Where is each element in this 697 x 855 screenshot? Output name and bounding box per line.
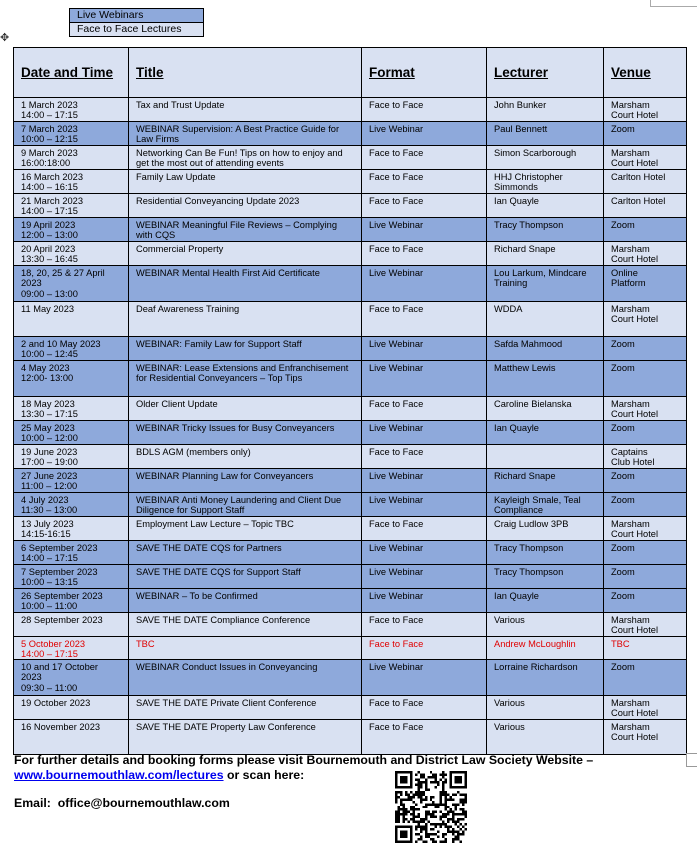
cell-format: Live Webinar	[362, 468, 487, 492]
cell-lecturer: Simon Scarborough	[487, 146, 604, 170]
cell-date: 4 May 2023 12:00- 13:00	[14, 361, 129, 397]
cell-format: Live Webinar	[362, 266, 487, 302]
cell-title: Commercial Property	[129, 242, 362, 266]
cell-format: Live Webinar	[362, 421, 487, 445]
cell-title: WEBINAR Mental Health First Aid Certificate	[129, 266, 362, 302]
cell-venue: Zoom	[604, 492, 687, 516]
cell-title: TBC	[129, 636, 362, 660]
cell-lecturer: Craig Ludlow 3PB	[487, 516, 604, 540]
cell-title: BDLS AGM (members only)	[129, 444, 362, 468]
cell-date: 10 and 17 October 2023 09:30 – 11:00	[14, 660, 129, 696]
footer-info	[14, 753, 634, 783]
table-row	[14, 170, 687, 194]
cell-format: Face to Face	[362, 242, 487, 266]
cell-date: 19 October 2023	[14, 696, 129, 720]
cell-venue: Marsham Court Hotel	[604, 720, 687, 755]
cell-date: 25 May 2023 10:00 – 12:00	[14, 421, 129, 445]
cell-title: SAVE THE DATE Private Client Conference	[129, 696, 362, 720]
cell-venue: Marsham Court Hotel	[604, 98, 687, 122]
table-row	[14, 98, 687, 122]
header-row	[14, 48, 687, 98]
format-legend	[69, 8, 204, 37]
cell-title: WEBINAR Meaningful File Reviews – Complying with CQS	[129, 218, 362, 242]
cell-title: Deaf Awareness Training	[129, 302, 362, 337]
table-row	[14, 194, 687, 218]
table-row	[14, 696, 687, 720]
table-row	[14, 540, 687, 564]
cell-venue: Marsham Court Hotel	[604, 242, 687, 266]
cell-title: Networking Can Be Fun! Tips on how to enjoy and get the most out of attending events	[129, 146, 362, 170]
cell-lecturer: Lou Larkum, Mindcare Training	[487, 266, 604, 302]
table-row	[14, 421, 687, 445]
cell-format: Live Webinar	[362, 564, 487, 588]
table-row	[14, 516, 687, 540]
cell-venue: Zoom	[604, 564, 687, 588]
cell-venue: Zoom	[604, 361, 687, 397]
table-row	[14, 361, 687, 397]
cell-lecturer: Paul Bennett	[487, 122, 604, 146]
table-row	[14, 218, 687, 242]
schedule-body	[14, 98, 687, 755]
cell-date: 19 June 2023 17:00 – 19:00	[14, 444, 129, 468]
table-row	[14, 564, 687, 588]
table-row	[14, 242, 687, 266]
cell-date: 18, 20, 25 & 27 April 2023 09:00 – 13:00	[14, 266, 129, 302]
cell-lecturer: Ian Quayle	[487, 421, 604, 445]
cell-venue: Zoom	[604, 660, 687, 696]
cell-venue: Marsham Court Hotel	[604, 516, 687, 540]
cell-lecturer: Safda Mahmood	[487, 337, 604, 361]
col-header-format: Format	[362, 48, 487, 98]
table-row	[14, 302, 687, 337]
cell-format: Live Webinar	[362, 218, 487, 242]
cell-title: WEBINAR Anti Money Laundering and Client Due Diligence for Support Staff	[129, 492, 362, 516]
cell-lecturer: HHJ Christopher Simmonds	[487, 170, 604, 194]
cell-venue: Captains Club Hotel	[604, 444, 687, 468]
cell-format: Face to Face	[362, 612, 487, 636]
cell-lecturer: WDDA	[487, 302, 604, 337]
cell-venue: Zoom	[604, 421, 687, 445]
cell-format: Live Webinar	[362, 540, 487, 564]
cell-venue: Carlton Hotel	[604, 170, 687, 194]
table-move-handle-icon[interactable]: ✥	[0, 32, 10, 44]
table-row	[14, 588, 687, 612]
cell-title: SAVE THE DATE Property Law Conference	[129, 720, 362, 755]
cell-venue: Zoom	[604, 540, 687, 564]
footer-line2	[14, 768, 634, 783]
cell-date: 7 September 2023 10:00 – 13:15	[14, 564, 129, 588]
cell-date: 20 April 2023 13:30 – 16:45	[14, 242, 129, 266]
cell-lecturer: Ian Quayle	[487, 588, 604, 612]
cell-venue: Zoom	[604, 588, 687, 612]
table-row	[14, 636, 687, 660]
cell-date: 16 November 2023	[14, 720, 129, 755]
email-address[interactable]: office@bournemouthlaw.com	[57, 796, 230, 810]
cell-lecturer: John Bunker	[487, 98, 604, 122]
cell-date: 27 June 2023 11:00 – 12:00	[14, 468, 129, 492]
cell-format: Face to Face	[362, 302, 487, 337]
legend-live: Live Webinars	[70, 9, 203, 22]
cell-format: Face to Face	[362, 720, 487, 755]
cell-lecturer: Lorraine Richardson	[487, 660, 604, 696]
cell-format: Face to Face	[362, 146, 487, 170]
cell-title: SAVE THE DATE Compliance Conference	[129, 612, 362, 636]
cell-date: 9 March 2023 16:00:18:00	[14, 146, 129, 170]
footer-line1: For further details and booking forms please visit Bournemouth and District Law Society Website –	[14, 753, 594, 767]
cell-format: Live Webinar	[362, 361, 487, 397]
table-row	[14, 337, 687, 361]
col-header-date: Date and Time	[14, 48, 129, 98]
cell-title: WEBINAR: Family Law for Support Staff	[129, 337, 362, 361]
cell-date: 19 April 2023 12:00 – 13:00	[14, 218, 129, 242]
cell-date: 2 and 10 May 2023 10:00 – 12:45	[14, 337, 129, 361]
cell-title: Tax and Trust Update	[129, 98, 362, 122]
cell-title: WEBINAR Tricky Issues for Busy Conveyancers	[129, 421, 362, 445]
table-row	[14, 266, 687, 302]
table-row	[14, 720, 687, 755]
table-row	[14, 444, 687, 468]
page-edge-mark	[686, 753, 697, 767]
cell-venue: Zoom	[604, 122, 687, 146]
table-row	[14, 468, 687, 492]
cell-format: Face to Face	[362, 98, 487, 122]
cell-lecturer: Tracy Thompson	[487, 564, 604, 588]
cell-lecturer: Richard Snape	[487, 242, 604, 266]
footer-scan-text: or scan here:	[223, 768, 305, 782]
cell-lecturer: Various	[487, 720, 604, 755]
page-corner-mark	[650, 0, 697, 7]
cell-title: Residential Conveyancing Update 2023	[129, 194, 362, 218]
lecture-schedule-table	[13, 47, 687, 755]
cell-date: 11 May 2023	[14, 302, 129, 337]
cell-format: Face to Face	[362, 194, 487, 218]
cell-date: 1 March 2023 14:00 – 17:15	[14, 98, 129, 122]
cell-format: Face to Face	[362, 444, 487, 468]
cell-title: SAVE THE DATE CQS for Support Staff	[129, 564, 362, 588]
cell-venue: Marsham Court Hotel	[604, 146, 687, 170]
cell-title: WEBINAR Supervision: A Best Practice Guide for Law Firms	[129, 122, 362, 146]
cell-format: Face to Face	[362, 516, 487, 540]
email-line	[14, 796, 230, 810]
col-header-title: Title	[129, 48, 362, 98]
col-header-lecturer: Lecturer	[487, 48, 604, 98]
cell-format: Face to Face	[362, 397, 487, 421]
cell-date: 5 October 2023 14:00 – 17:15	[14, 636, 129, 660]
cell-title: Employment Law Lecture – Topic TBC	[129, 516, 362, 540]
cell-lecturer: Richard Snape	[487, 468, 604, 492]
cell-date: 28 September 2023	[14, 612, 129, 636]
cell-title: Family Law Update	[129, 170, 362, 194]
cell-format: Live Webinar	[362, 588, 487, 612]
cell-date: 4 July 2023 11:30 – 13:00	[14, 492, 129, 516]
cell-venue: Zoom	[604, 337, 687, 361]
cell-lecturer: Andrew McLoughlin	[487, 636, 604, 660]
cell-venue: TBC	[604, 636, 687, 660]
cell-format: Live Webinar	[362, 122, 487, 146]
cell-lecturer: Tracy Thompson	[487, 540, 604, 564]
cell-date: 16 March 2023 14:00 – 16:15	[14, 170, 129, 194]
cell-format: Live Webinar	[362, 492, 487, 516]
cell-title: WEBINAR – To be Confirmed	[129, 588, 362, 612]
cell-title: WEBINAR Planning Law for Conveyancers	[129, 468, 362, 492]
cell-lecturer	[487, 444, 604, 468]
cell-format: Live Webinar	[362, 337, 487, 361]
cell-title: Older Client Update	[129, 397, 362, 421]
cell-lecturer: Ian Quayle	[487, 194, 604, 218]
cell-date: 26 September 2023 10:00 – 11:00	[14, 588, 129, 612]
cell-format: Face to Face	[362, 696, 487, 720]
cell-date: 7 March 2023 10:00 – 12:15	[14, 122, 129, 146]
cell-venue: Marsham Court Hotel	[604, 612, 687, 636]
cell-venue: Online Platform	[604, 266, 687, 302]
cell-venue: Marsham Court Hotel	[604, 302, 687, 337]
cell-lecturer: Kayleigh Smale, Teal Compliance	[487, 492, 604, 516]
cell-venue: Marsham Court Hotel	[604, 696, 687, 720]
legend-face: Face to Face Lectures	[70, 22, 203, 36]
cell-venue: Carlton Hotel	[604, 194, 687, 218]
cell-lecturer: Various	[487, 696, 604, 720]
lectures-link[interactable]: www.bournemouthlaw.com/lectures	[14, 768, 224, 782]
cell-title: SAVE THE DATE CQS for Partners	[129, 540, 362, 564]
cell-title: WEBINAR Conduct Issues in Conveyancing	[129, 660, 362, 696]
cell-date: 6 September 2023 14:00 – 17:15	[14, 540, 129, 564]
cell-date: 21 March 2023 14:00 – 17:15	[14, 194, 129, 218]
cell-format: Live Webinar	[362, 660, 487, 696]
table-row	[14, 397, 687, 421]
cell-format: Face to Face	[362, 170, 487, 194]
cell-format: Face to Face	[362, 636, 487, 660]
cell-lecturer: Caroline Bielanska	[487, 397, 604, 421]
cell-lecturer: Various	[487, 612, 604, 636]
cell-lecturer: Tracy Thompson	[487, 218, 604, 242]
qr-code-icon[interactable]	[395, 771, 467, 843]
cell-lecturer: Matthew Lewis	[487, 361, 604, 397]
cell-venue: Zoom	[604, 468, 687, 492]
table-row	[14, 122, 687, 146]
col-header-venue: Venue	[604, 48, 687, 98]
cell-venue: Marsham Court Hotel	[604, 397, 687, 421]
cell-venue: Zoom	[604, 218, 687, 242]
cell-date: 13 July 2023 14:15-16:15	[14, 516, 129, 540]
cell-title: WEBINAR: Lease Extensions and Enfranchisement for Residential Conveyancers – Top Tips	[129, 361, 362, 397]
table-row	[14, 492, 687, 516]
table-row	[14, 612, 687, 636]
email-label: Email:	[14, 796, 51, 810]
cell-date: 18 May 2023 13:30 – 17:15	[14, 397, 129, 421]
table-row	[14, 146, 687, 170]
table-row	[14, 660, 687, 696]
